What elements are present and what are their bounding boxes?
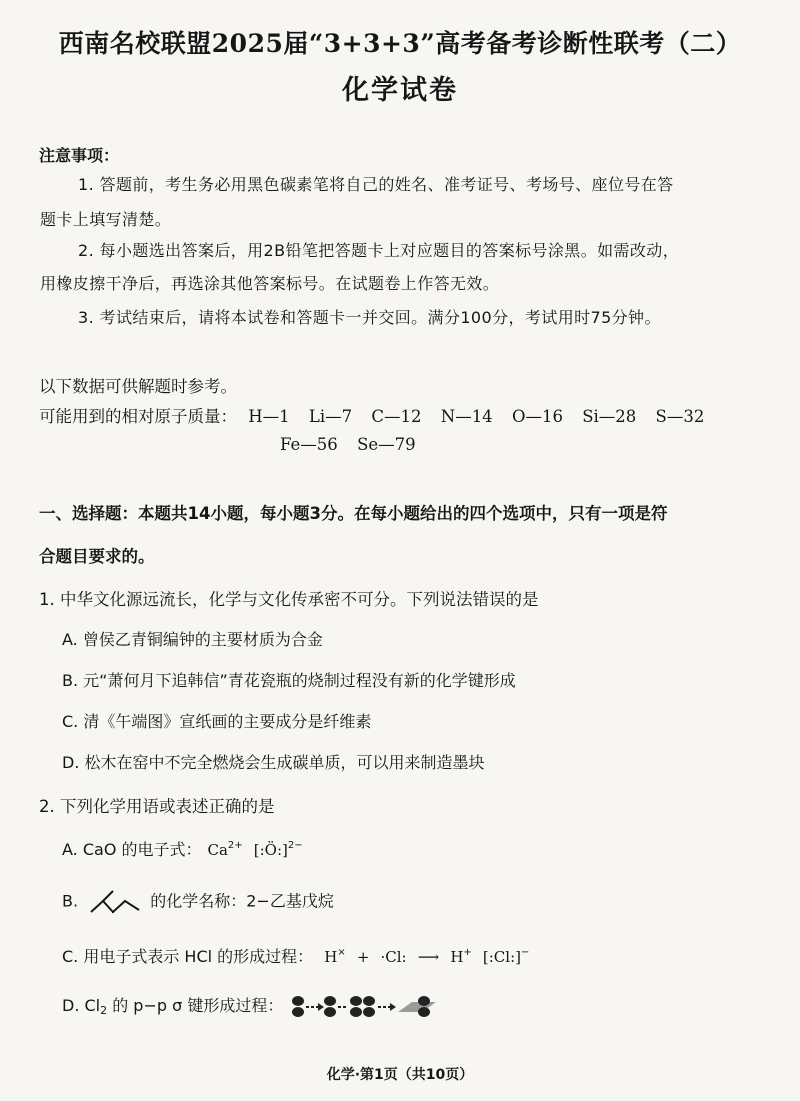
mass-h: H—1 <box>248 407 290 426</box>
page-footer: 化学·第1页（共10页） <box>326 1067 474 1083</box>
option-b-text: 的化学名称：2−乙基戊烷 <box>150 891 334 911</box>
mass-si: Si—28 <box>582 407 637 426</box>
question-2-option-c <box>62 944 529 967</box>
mass-s: S—32 <box>655 407 705 426</box>
atomic-mass-row-2 <box>280 435 430 454</box>
mass-c: C—12 <box>371 407 422 426</box>
notice-item-3: 3. 考试结束后，请将本试卷和答题卡一并交回。满分100分，考试用时75分钟。 <box>78 308 661 327</box>
question-2-stem: 2. 下列化学用语或表述正确的是 <box>39 797 275 816</box>
hydrogen-charge: + <box>463 947 472 958</box>
option-d-text-b: 的 p−p σ 键形成过程： <box>107 996 284 1015</box>
exam-subject-title: 化学试卷 <box>342 75 458 106</box>
option-d-text-a: D. Cl <box>62 996 101 1015</box>
question-1-option-a: A. 曾侯乙青铜编钟的主要材质为合金 <box>62 630 323 649</box>
skeletal-structure-icon <box>89 888 143 916</box>
mass-fe: Fe—56 <box>280 435 338 454</box>
oxide-ion: [:Ö:] <box>253 841 288 859</box>
reference-intro: 以下数据可供解题时参考。 <box>39 377 237 396</box>
chlorine-atom: ·Cl: <box>380 948 407 966</box>
question-2-option-a <box>62 837 303 860</box>
hydrogen-atom: H <box>324 948 338 966</box>
chloride-ion: [:Cl:] <box>482 948 521 966</box>
question-2-option-b <box>62 888 334 916</box>
question-1-option-b: B. 元“萧何月下追韩信”青花瓷瓶的烧制过程没有新的化学键形成 <box>62 671 516 690</box>
option-a-text: A. CaO 的电子式： <box>62 840 202 859</box>
mass-o: O—16 <box>511 407 563 426</box>
notice-item-1-line-2: 题卡上填写清楚。 <box>40 210 172 229</box>
plus-sign: + <box>356 948 370 966</box>
p-orbital-overlap-icon <box>290 994 450 1020</box>
mass-n: N—14 <box>440 407 493 426</box>
reaction-arrow: ⟶ <box>417 948 440 966</box>
oxide-charge: 2− <box>287 840 303 851</box>
chloride-charge: − <box>521 947 530 958</box>
notice-item-2-line-2: 用橡皮擦干净后，再选涂其他答案标号。在试题卷上作答无效。 <box>40 274 500 293</box>
calcium-ion: Ca <box>207 841 228 859</box>
question-1-option-d: D. 松木在窑中不完全燃烧会生成碳单质，可以用来制造墨块 <box>62 753 485 772</box>
exam-title: 西南名校联盟2025届“3+3+3”高考备考诊断性联考（二） <box>58 29 742 58</box>
hydrogen-ion: H <box>450 948 464 966</box>
atomic-mass-row-1 <box>39 403 718 427</box>
option-b-label: B. <box>62 891 79 911</box>
question-1-stem: 1. 中华文化源远流长，化学与文化传承密不可分。下列说法错误的是 <box>39 590 539 609</box>
notice-item-1-line-1: 1. 答题前，考生务必用黑色碳素笔将自己的姓名、准考证号、考场号、座位号在答 <box>78 175 674 194</box>
notice-item-2-line-1: 2. 每小题选出答案后，用2B铅笔把答题卡上对应题目的答案标号涂黑。如需改动， <box>78 241 680 260</box>
question-2-option-d <box>62 993 450 1020</box>
option-c-text: C. 用电子式表示 HCl 的形成过程： <box>62 947 314 966</box>
electron-cross: × <box>337 947 346 958</box>
section-1-heading-line-1: 一、选择题：本题共14小题，每小题3分。在每小题给出的四个选项中，只有一项是符 <box>39 504 668 523</box>
option-d-subscript: 2 <box>100 1004 108 1017</box>
calcium-charge: 2+ <box>227 840 243 851</box>
mass-li: Li—7 <box>308 407 353 426</box>
question-1-option-c: C. 清《午端图》宣纸画的主要成分是纤维素 <box>62 712 372 731</box>
section-1-heading-line-2: 合题目要求的。 <box>39 547 155 566</box>
atomic-mass-label: 可能用到的相对原子质量： <box>39 407 237 426</box>
mass-se: Se—79 <box>357 435 416 454</box>
notice-heading: 注意事项： <box>39 146 120 165</box>
